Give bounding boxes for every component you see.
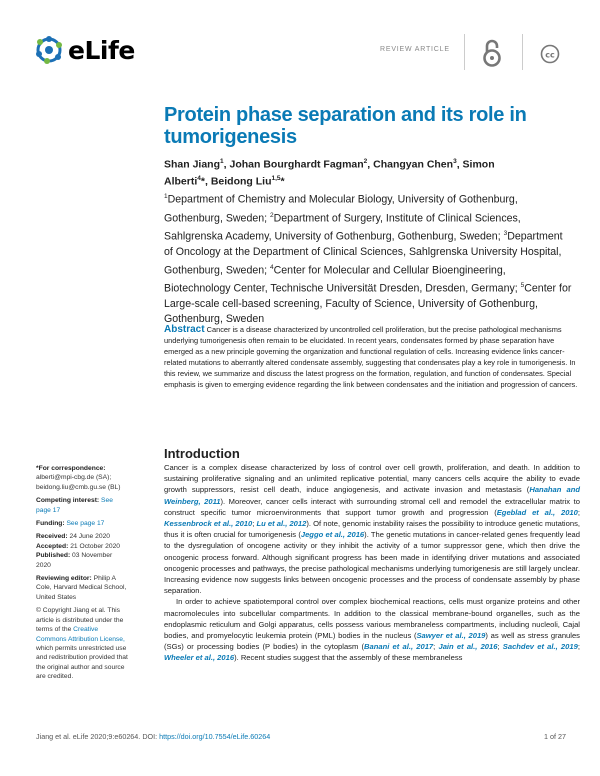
author-list <box>164 155 584 188</box>
corresponding-author-marker: * <box>280 175 285 187</box>
article-title: Protein phase separation and its role in tumorigenesis <box>164 104 527 148</box>
affiliation-text: Department of Chemistry and Molecular Biology, University of Gothenburg, Gothenburg, Sweden; <box>164 193 518 225</box>
copyright-text-end: which permits unrestricted use and redistribution provided that the original author and source are credited. <box>36 644 128 681</box>
article-info-sidebar <box>36 464 128 686</box>
header-divider <box>522 34 523 70</box>
reviewing-editor-block <box>36 574 128 602</box>
paragraph: Cancer is a complex disease characterized by loss of control over cell growth, proliferation, and death. In addition to sustaining proliferative signaling and an unlimited replicative potential, many cancers cells acquire the ability to evade growth suppressors, resist cell death, induce angiogenesis, and activate invasion and metastasis (Hanahan and Weinberg, 2011). Moreover, cancer cells interact with surrounding stromal cell and remodel the extracellular matrix to construct specific tumor microenvironments that support tumor growth and progression (Egeblad et al., 2010; Kessenbrock et al., 2010; Lu et al., 2012). Of note, genomic instability raises the possibility to introduce genetic mutations, thus it is often crucial for tumorigenesis (Jeggo et al., 2016). The genetic mutations in cancer-related genes frequently lead to the dysregulation of oncogene activity or they inhibit the activity of a tumor suppressor gene, which then drive the oncogenic process forward. Although significant progress has been made in identifying driver mutations and associated oncogenic processes and pathways, the precise pathological mechanisms underlying tumorigenesis are still largely unclear. Increasing evidence now suggests links between oncogenic processes and the process of condensate assembly by phase separation. <box>164 463 580 596</box>
competing-interest-link[interactable]: See page 17 <box>36 497 113 514</box>
reviewing-editor-name: Philip A Cole, Harvard Medical School, United States <box>36 575 127 601</box>
introduction-body <box>164 462 580 664</box>
copyright-block <box>36 606 128 681</box>
author-name[interactable]: Beidong Liu <box>210 175 272 187</box>
abstract <box>164 324 579 391</box>
doi-link[interactable]: https://doi.org/10.7554/eLife.60264 <box>159 732 271 741</box>
creative-commons-icon[interactable] <box>540 44 560 69</box>
author-separator: , <box>204 175 211 187</box>
citation-link[interactable]: Kessenbrock et al., 2010 <box>164 519 253 529</box>
citation-link[interactable]: Sachdev et al., 2019 <box>502 642 578 652</box>
funding-label: Funding: <box>36 520 65 528</box>
article-type-label: REVIEW ARTICLE <box>380 46 450 53</box>
paragraph: In order to achieve spatiotemporal control over complex biochemical reactions, cells must organize proteins and other macromolecules into subcellular compartments. In addition to the classical membrane-bound organelles, such as the endoplasmic reticulum and Golgi apparatus, cells possess various membraneless compartments, including nucleoli, Cajal bodies, and promyelocytic leukemia protein (PML) bodies in the nucleus (Sawyer et al., 2019) as well as stress granules (SGs) or processing bodies (P bodies) in the cytoplasm (Banani et al., 2017; Jain et al., 2016; Sachdev et al., 2019; Wheeler et al., 2016). Recent studies suggest that the assembly of these membraneless <box>164 597 580 663</box>
journal-name: eLife <box>68 35 135 65</box>
affiliation-number: 4 <box>270 263 274 271</box>
license-link[interactable]: Creative Commons Attribution License, <box>36 626 125 643</box>
dates-block <box>36 532 128 570</box>
page-number: 1 of 27 <box>544 732 566 741</box>
author-name[interactable]: Changyan Chen <box>373 158 454 171</box>
citation-link[interactable]: Egeblad et al., 2010 <box>496 507 578 517</box>
competing-interest-label: Competing interest: <box>36 497 100 505</box>
affiliation-text: Department of Surgery, Institute of Clinical Sciences, Sahlgrenska Academy, University of Gothenburg, Gothenburg, Sweden; <box>164 212 521 243</box>
author-name[interactable]: Simon Alberti <box>164 158 495 187</box>
funding-link[interactable]: See page 17 <box>66 520 105 528</box>
doi-label: DOI: <box>142 732 158 741</box>
elife-logo[interactable] <box>34 36 135 64</box>
section-heading-introduction: Introduction <box>164 446 240 461</box>
citation-link[interactable]: Banani et al., 2017 <box>364 642 434 652</box>
correspondence-label: *For correspondence: <box>36 465 106 472</box>
copyright-text: Copyright Jiang et al. This article is distributed under the terms of the <box>36 607 124 634</box>
affiliation-number: 2 <box>270 211 274 219</box>
affiliation-text: Center for Large-scale cell-based screening, Faculty of Science, University of Gothenburg, Gothenburg, Sweden <box>164 282 572 325</box>
competing-interest-block <box>36 496 128 515</box>
author-affiliation-marker: 1 <box>220 158 224 165</box>
author-affiliation-marker: 3 <box>453 158 457 165</box>
open-access-icon[interactable] <box>482 38 502 73</box>
published-date: Published: 03 November 2020 <box>36 552 113 569</box>
svg-text:cc: cc <box>545 50 555 60</box>
affiliation-number: 1 <box>164 193 168 200</box>
funding-block <box>36 519 128 528</box>
header-divider <box>464 34 465 70</box>
author-affiliation-marker: 1,5 <box>271 174 281 182</box>
author-separator: , <box>367 158 374 171</box>
received-date: Received: 24 June 2020 <box>36 533 111 541</box>
author-separator: , <box>456 158 463 171</box>
page-header <box>0 0 600 90</box>
citation-link[interactable]: Hanahan and Weinberg, 2011 <box>164 485 580 506</box>
page-footer <box>36 732 566 741</box>
accepted-date: Accepted: 21 October 2020 <box>36 542 121 550</box>
citation-link[interactable]: Jeggo et al., 2016 <box>300 530 365 540</box>
author-name[interactable]: Johan Bourghardt Fagman <box>229 158 364 171</box>
correspondence-email[interactable]: beidong.liu@cmb.gu.se (BL) <box>36 483 121 491</box>
author-name[interactable]: Shan Jiang <box>164 158 221 171</box>
elife-logo-icon <box>34 36 64 64</box>
correspondence-block <box>36 464 128 492</box>
affiliation-number: 3 <box>503 230 508 238</box>
reviewing-editor-label: Reviewing editor: <box>36 575 92 583</box>
affiliation-text: Department of Oncology at the Department of Clinical Sciences, Sahlgrenska University Hospital, Gothenburg, Sweden; <box>164 230 563 277</box>
author-affiliation-marker: 2 <box>363 158 368 165</box>
citation-link[interactable]: Lu et al., 2012 <box>256 519 307 529</box>
footer-citation: Jiang et al. eLife 2020;9:e60264. <box>36 732 141 741</box>
affiliation-text: Center for Molecular and Cellular Bioengineering, Biotechnology Center, Technische Universität Dresden, Dresden, Germany; <box>164 264 521 295</box>
affiliations <box>164 189 574 327</box>
correspondence-email[interactable]: alberti@mpi-cbg.de (SA); <box>36 474 112 482</box>
author-separator: , <box>223 158 230 171</box>
citation-link[interactable]: Wheeler et al., 2016 <box>164 653 235 663</box>
abstract-label: Abstract <box>164 324 205 335</box>
citation-link[interactable]: Sawyer et al., 2019 <box>416 631 486 641</box>
author-affiliation-marker: 4 <box>197 174 201 182</box>
copyright-icon: © <box>36 607 41 615</box>
abstract-text: Cancer is a disease characterized by uncontrolled cell proliferation, but the precise pathological mechanisms underlying tumorigenesis often remain to be elucidated. In recent years, condensates formed by phase separation have emerged as a new principle governing the organization and functional regulation of cells. Increasing evidence links cancer-related mutations to aberrantly altered condensate assembly, suggesting that condensates play a key role in tumorigenesis. In this review, we summarize and discuss the latest progress on the formation, regulation, and function of condensates. Special emphasis is given to emerging evidence regarding the link between condensates and the initiation and progression of cancers. <box>164 325 578 390</box>
corresponding-author-marker: * <box>200 175 205 187</box>
affiliation-number: 5 <box>520 282 525 290</box>
citation-link[interactable]: Jain et al., 2016 <box>438 642 498 652</box>
